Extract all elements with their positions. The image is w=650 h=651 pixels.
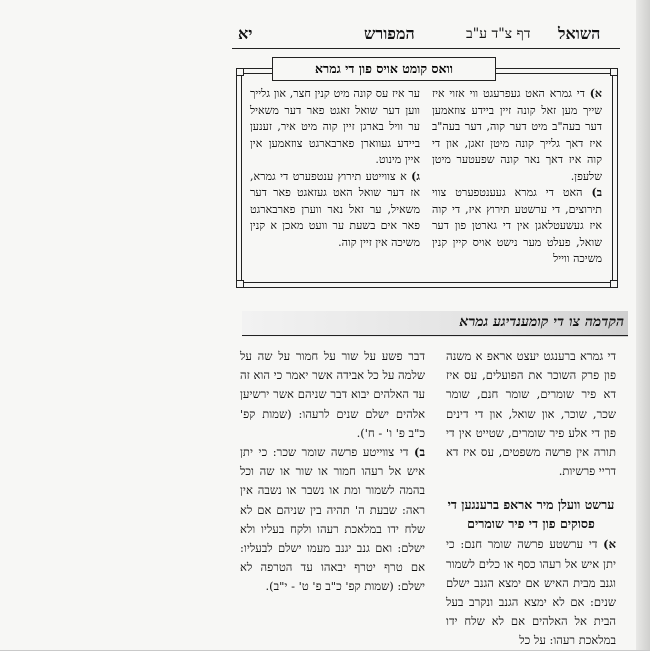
page-number: יא — [238, 24, 253, 43]
section-heading-rule — [242, 335, 628, 336]
item-label: א) — [589, 87, 602, 100]
item-text: ער איז עס קונה מיט קנין חצר, און גלייך ווען דער שואל זאגט פאר דער משאיל ער וויל בארגן זיין קוה מיט איר, זענען ביידע געווארן פארבארגט צוזאמען אין איין מינוט. — [250, 87, 420, 166]
item-label: ג) — [411, 169, 421, 183]
item-text: א צווייטע תירוץ ענטפערט די גמרא, אז דער שואל האט געזאגט פאר דער משאיל, ער זאל נאר ווערן פארבארגט פאר אים בשעת ער וועט מאכן א קנין משיכה אין זיין קוה. — [250, 169, 420, 249]
item-text: די צווייטע פרשה שומר שכר: כי יתן איש אל רעהו חמור או שור או שה וכל בהמה לשמור ומת או נשבר או נשבה אין ראה: שבעת ה' תהיה בין שניהם אם לא שלח ידו במלאכת רעהו ולקח בעליו ולא ישלם: ואם גנב יגנב מעמו ישלם לבעליו: אם טרף יטרף יבאהו עד הטרפה לא ישלם: (שמות קפ' כ"ב פ' ט' - י"ב). — [240, 445, 425, 594]
item-label: א) — [603, 537, 616, 552]
header-daf: דף צ"ד ע"ב — [466, 26, 531, 42]
item-label: ב) — [414, 445, 425, 460]
summary-item — [250, 86, 420, 169]
pasuk-item — [240, 443, 425, 597]
summary-item — [432, 86, 602, 185]
header-title: המפורש — [364, 24, 415, 43]
frame-corner — [610, 68, 618, 76]
item-text: די ערשטע פרשה שומר חנם: כי יתן איש אל רעהו כסף או כלים לשמור וגנב מבית האיש אם ימצא הגנב ישלם שנים: אם לא ימצא הגנב ונקרב בעל הבית אל האלהים אם לא שלח ידו במלאכת רעהו: על כל — [446, 537, 616, 648]
continuation-paragraph: דבר פשע על שור על חמור על שה על שלמה על כל אבידה אשר יאמר כי הוא זה עד האלהים יבוא דבר שניהם אשר ירשיען אלהים ישלם שנים לרעהו: (שמות קפ' כ"ב פ' ו' - ח'). — [240, 349, 425, 440]
summary-item — [432, 185, 602, 268]
frame-corner — [610, 280, 618, 288]
summary-item — [250, 169, 420, 252]
subheading: ערשט וועלן מיר אראפ ברענגען די פסוקים פון די פיר שומרים — [447, 497, 615, 532]
body-left-column — [240, 347, 425, 597]
page-edge — [636, 0, 650, 650]
header-series: השואל — [558, 24, 601, 43]
section-title: הקדמה צו די קומענדיגע גמרא — [459, 314, 624, 330]
summary-right-column — [432, 86, 602, 268]
item-text: די גמרא האט געפרעגט ווי אזוי איז שייך מען זאל קונה זיין ביידע צוזאמען דער בעה"ב מיט דער קוה, דער בעה"ב איז דאך גלייך קונה מיטן זאגן, און די קוה איז דאך נאר קונה שפעטער מיטן שלעפן. — [432, 87, 602, 183]
summary-left-column — [250, 86, 420, 251]
intro-paragraph: די גמרא ברענגט יעצט אראפ א משנה פון פרק השוכר את הפועלים, עס איז דא פיר שומרים, שומר חנם, שומר שכר, שוכר, און שואל, און די דינים פון די אלע פיר שומרים, שטייט אין די תורה אין פרשה משפטים, עס איז דא דריי פרשיות. — [446, 349, 616, 479]
frame-corner — [236, 68, 244, 76]
body-right-column — [446, 347, 616, 651]
header-rule — [232, 48, 620, 49]
item-text: האט די גמרא געענטפערט צווי תירוצים, די ערשטע תירוץ איז, די קוה איז געשעטלאגן אין די גארטן פון דער שואל, פעלט מער נישט אויס קיין קנין משיכה ווייל — [432, 186, 602, 265]
frame-corner — [236, 280, 244, 288]
item-label: ב) — [591, 186, 602, 199]
summary-box-title: וואס קומט אויס פון די גמרא — [272, 57, 496, 81]
pasuk-item — [446, 535, 616, 650]
